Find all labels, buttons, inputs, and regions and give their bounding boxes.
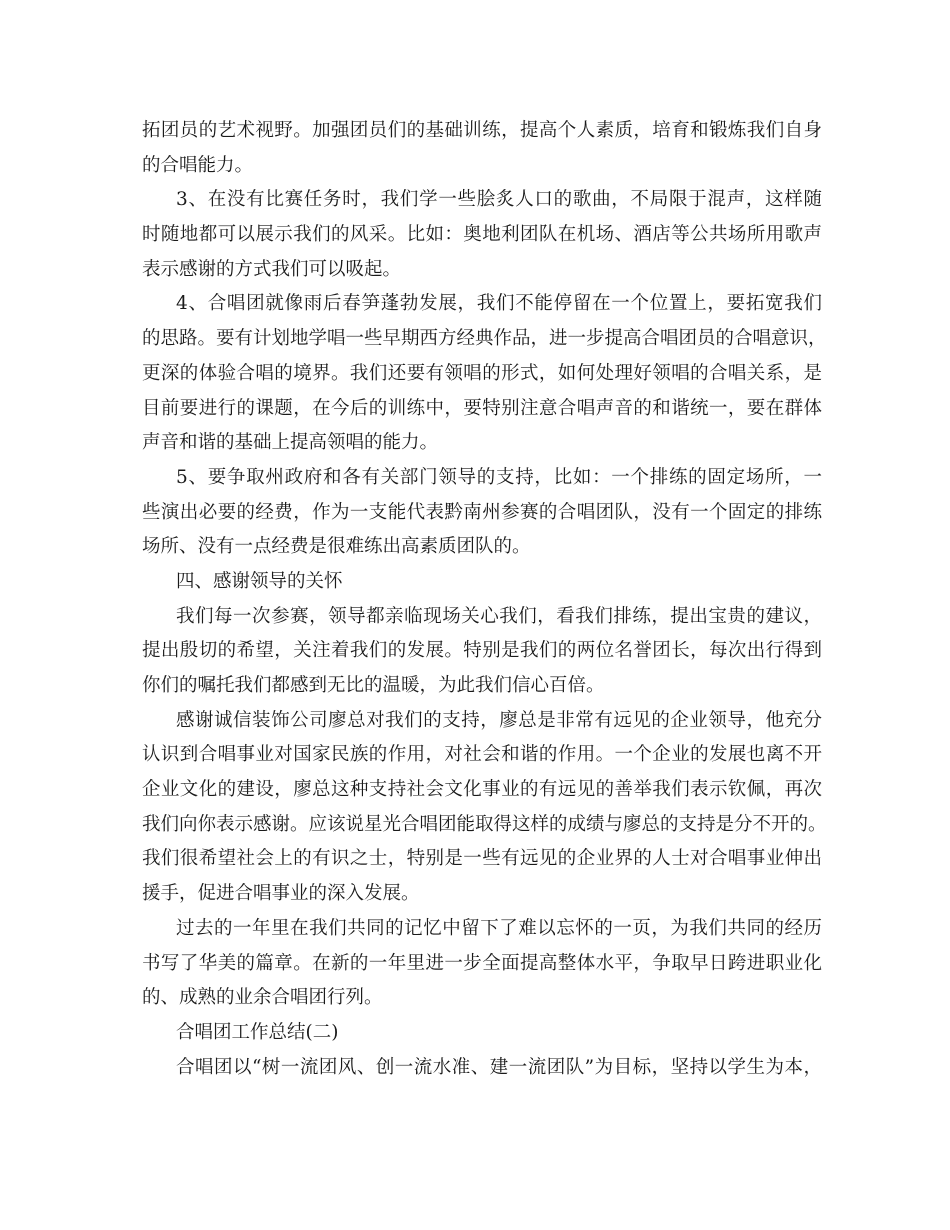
- text-line: 的思路。要有计划地学唱一些早期西方经典作品，进一步提高合唱团员的合唱意识，: [142, 328, 827, 350]
- text-line: 场所、没有一点经费是很难练出高素质团队的。: [142, 536, 531, 558]
- text-line: 拓团员的艺术视野。加强团员们的基础训练，提高个人素质，培育和锻炼我们自身: [142, 120, 822, 141]
- text-line: 提出殷切的希望，关注着我们的发展。特别是我们的两位名誉团长，每次出行得到: [142, 640, 822, 662]
- text-line: 的合唱能力。: [142, 154, 254, 176]
- text-line: 合唱团以“树一流团风、创一流水准、建一流团队”为目标，坚持以学生为本，: [176, 1056, 822, 1078]
- document-body: [142, 114, 827, 1085]
- text-line: 我们每一次参赛，领导都亲临现场关心我们，看我们排练，提出宝贵的建议，: [176, 605, 822, 627]
- text-line: 5、要争取州政府和各有关部门领导的支持，比如：一个排练的固定场所，一: [176, 466, 822, 488]
- text-line: 的、成熟的业余合唱团行列。: [142, 987, 383, 1009]
- text-line: 表示感谢的方式我们可以吸起。: [142, 258, 402, 280]
- text-line: 时随地都可以展示我们的风采。比如：奥地利团队在机场、酒店等公共场所用歌声: [142, 224, 822, 246]
- text-line: 更深的体验合唱的境界。我们还要有领唱的形式，如何处理好领唱的合唱关系，是: [142, 362, 822, 384]
- text-line: 声音和谐的基础上提高领唱的能力。: [142, 432, 439, 454]
- text-line: 目前要进行的课题，在今后的训练中，要特别注意合唱声音的和谐统一，要在群体: [142, 397, 822, 419]
- text-line: 援手，促进合唱事业的深入发展。: [142, 883, 420, 905]
- section-heading: 四、感谢领导的关怀: [176, 570, 343, 592]
- text-line: 你们的嘱托我们都感到无比的温暖，为此我们信心百倍。: [142, 675, 605, 696]
- text-line: 我们很希望社会上的有识之士，特别是一些有远见的企业界的人士对合唱事业伸出: [142, 848, 822, 870]
- text-line: 感谢诚信装饰公司廖总对我们的支持，廖总是非常有远见的企业领导，他充分: [176, 709, 822, 731]
- section-heading: 合唱团工作总结(二): [176, 1021, 339, 1043]
- text-line: 我们向你表示感谢。应该说星光合唱团能取得这样的成绩与廖总的支持是分不开的。: [142, 813, 827, 835]
- text-line: 些演出必要的经费，作为一支能代表黔南州参赛的合唱团队，没有一个固定的排练: [142, 501, 822, 523]
- text-line: 4、合唱团就像雨后春笋蓬勃发展，我们不能停留在一个位置上，要拓宽我们: [176, 293, 822, 315]
- text-line: 过去的一年里在我们共同的记忆中留下了难以忘怀的一页，为我们共同的经历: [176, 917, 822, 939]
- text-line: 书写了华美的篇章。在新的一年里进一步全面提高整体水平，争取早日跨进职业化: [142, 952, 822, 974]
- text-line: 3、在没有比赛任务时，我们学一些脍炙人口的歌曲，不局限于混声，这样随: [176, 189, 822, 211]
- text-line: 企业文化的建设，廖总这种支持社会文化事业的有远见的善举我们表示钦佩，再次: [142, 779, 822, 801]
- text-line: 认识到合唱事业对国家民族的作用，对社会和谐的作用。一个企业的发展也离不开: [142, 744, 822, 766]
